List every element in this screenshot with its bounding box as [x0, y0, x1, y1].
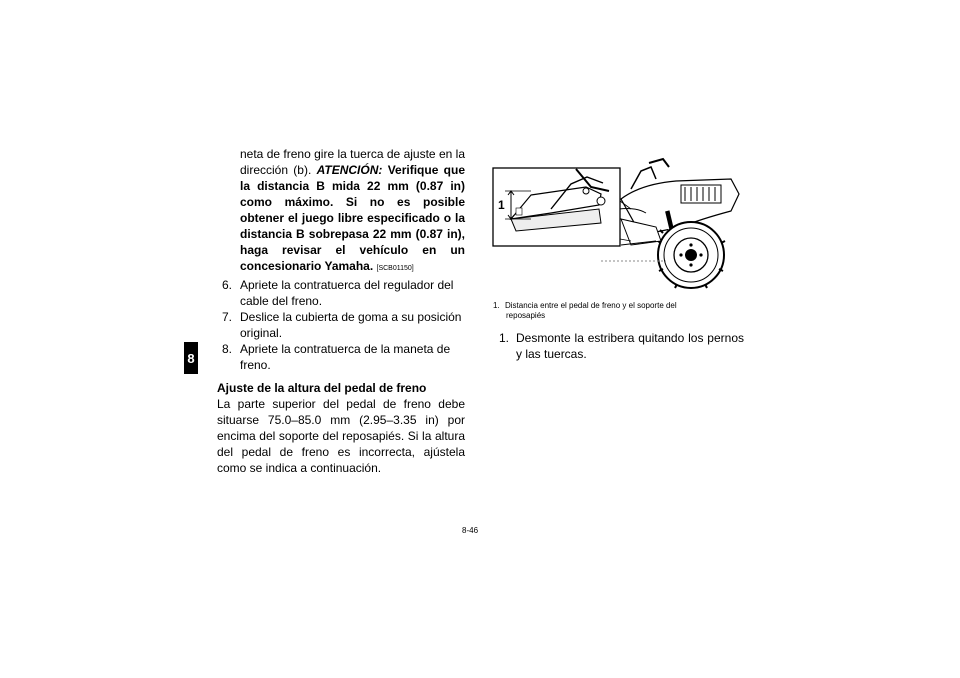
- list-item: [222, 277, 465, 309]
- atv-illustration: [491, 149, 741, 294]
- chapter-tab: 8: [184, 342, 198, 374]
- continuation-paragraph: [217, 146, 465, 277]
- atv-brake-pedal-figure: [491, 149, 741, 294]
- step-number: 7.: [222, 310, 233, 324]
- step-number: 1.: [499, 331, 510, 345]
- caption-number: 1.: [493, 301, 500, 310]
- step-text: Desmonte la estribera quitando los pernos y las tuercas.: [516, 331, 744, 361]
- caption-text-line2: reposapiés: [506, 311, 546, 320]
- step-text: Deslice la cubierta de goma a su posición original.: [240, 310, 462, 340]
- list-item: [499, 330, 744, 362]
- atencion-label: ATENCIÓN:: [316, 163, 383, 177]
- section-heading: Ajuste de la altura del pedal de freno: [217, 381, 427, 395]
- caption-text-line1: Distancia entre el pedal de freno y el soporte del: [505, 301, 677, 310]
- figure-callout: 1: [498, 198, 505, 212]
- list-item: [222, 309, 465, 341]
- page-number: 8-46: [462, 526, 479, 535]
- continuation-text: neta de freno gire la tuerca de ajuste en la dirección (b).: [240, 147, 465, 177]
- step-text: Apriete la contratuerca del regulador del cable del freno.: [240, 278, 454, 308]
- section-body: La parte superior del pedal de freno debe situarse 75.0–85.0 mm (2.95–3.35 in) por encima del soporte del reposapiés. Si la altura del pedal de freno es incorrecta, ajústela como se indica a continuación.: [217, 397, 465, 475]
- left-column: [217, 146, 465, 476]
- step-number: 8.: [222, 342, 233, 356]
- list-item: [222, 341, 465, 373]
- warning-text: Verifique que la distancia B mida 22 mm (0.87 in) como máximo. Si no es posible obtener el juego libre especificado o la distancia B sobrepasa 22 mm (0.87 in), haga revisar el vehículo en un concesionario Yamaha.: [240, 163, 465, 273]
- figure-caption: [493, 301, 743, 321]
- reference-code: [SCB01150]: [376, 265, 414, 272]
- step-text: Apriete la contratuerca de la maneta de freno.: [240, 342, 451, 372]
- step-number: 6.: [222, 278, 233, 292]
